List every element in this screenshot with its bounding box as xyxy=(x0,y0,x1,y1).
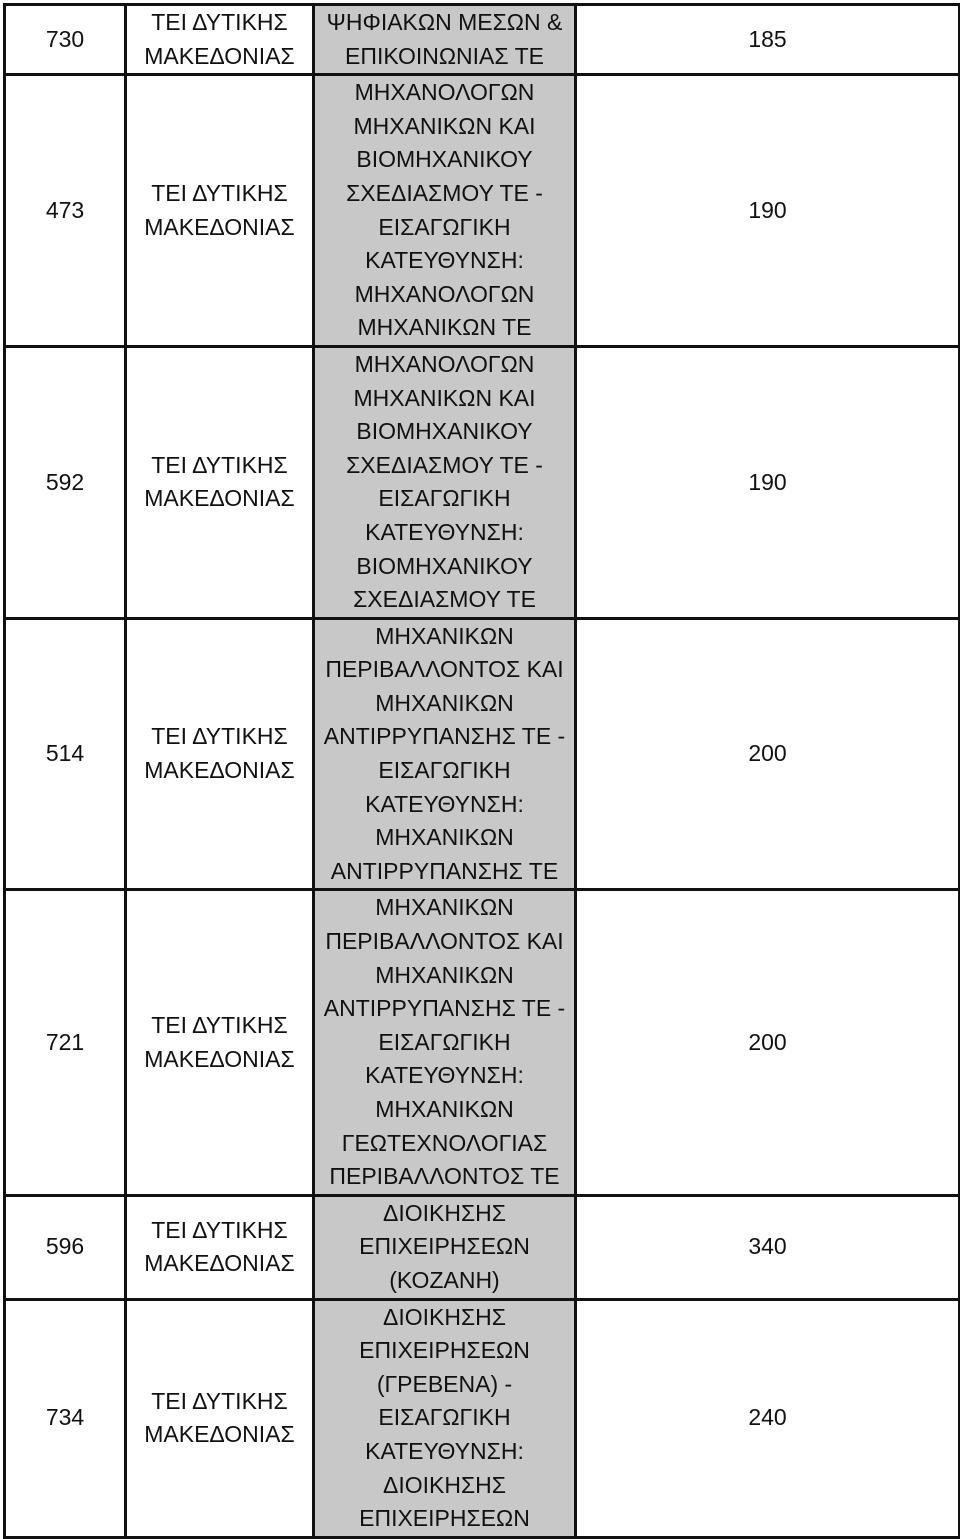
table-row xyxy=(5,75,960,347)
department-line: ΜΗΧΑΝΙΚΩΝ ΤΕ xyxy=(357,314,532,341)
department-line: (ΓΡΕΒΕΝΑ) - xyxy=(376,1370,513,1397)
department-cell xyxy=(314,618,576,890)
department-cell xyxy=(314,890,576,1195)
institution-line: ΜΑΚΕΔΟΝΙΑΣ xyxy=(144,485,295,512)
institution-line: ΜΑΚΕΔΟΝΙΑΣ xyxy=(144,1421,295,1448)
department-line: ΑΝΤΙΡΡΥΠΑΝΣΗΣ ΤΕ - xyxy=(323,723,566,750)
institution-line: ΤΕΙ ΔΥΤΙΚΗΣ xyxy=(151,1012,288,1039)
institution-cell xyxy=(126,618,314,890)
department-cell xyxy=(314,75,576,347)
institution-line: ΜΑΚΕΔΟΝΙΑΣ xyxy=(144,213,295,240)
institution-cell xyxy=(126,346,314,618)
department-line: ΚΑΤΕΥΘΥΝΣΗ: xyxy=(365,518,524,545)
department-line: ΒΙΟΜΗΧΑΝΙΚΟΥ xyxy=(356,418,533,445)
institution-line: ΤΕΙ ΔΥΤΙΚΗΣ xyxy=(151,179,288,206)
institution-line: ΤΕΙ ΔΥΤΙΚΗΣ xyxy=(151,723,288,750)
department-line: (ΚΟΖΑΝΗ) xyxy=(389,1266,500,1293)
program-code-cell: 514 xyxy=(5,618,126,890)
department-line: ΣΧΕΔΙΑΣΜΟΥ ΤΕ - xyxy=(346,451,543,478)
program-code-cell: 473 xyxy=(5,75,126,347)
department-line: ΚΑΤΕΥΘΥΝΣΗ: xyxy=(365,1437,524,1464)
department-line: ΨΗΦΙΑΚΩΝ ΜΕΣΩΝ & xyxy=(326,9,563,35)
department-line: ΒΙΟΜΗΧΑΝΙΚΟΥ xyxy=(356,146,533,173)
department-line: ΕΙΣΑΓΩΓΙΚΗ xyxy=(378,213,511,240)
department-line: ΜΗΧΑΝΟΛΟΓΩΝ xyxy=(354,79,535,106)
institution-line: ΜΑΚΕΔΟΝΙΑΣ xyxy=(144,757,295,784)
score-cell: 240 xyxy=(576,1299,960,1537)
score-cell: 185 xyxy=(576,5,960,75)
score-cell: 200 xyxy=(576,890,960,1195)
department-cell xyxy=(314,1195,576,1299)
programs-table xyxy=(3,3,960,1539)
score-cell: 190 xyxy=(576,346,960,618)
program-code-cell: 721 xyxy=(5,890,126,1195)
department-line: ΜΗΧΑΝΙΚΩΝ xyxy=(375,824,514,851)
department-line: ΕΙΣΑΓΩΓΙΚΗ xyxy=(378,485,511,512)
institution-cell xyxy=(126,890,314,1195)
department-line: ΜΗΧΑΝΙΚΩΝ ΚΑΙ xyxy=(353,384,536,411)
department-line: ΜΗΧΑΝΙΚΩΝ xyxy=(375,894,514,921)
department-line: ΜΗΧΑΝΙΚΩΝ xyxy=(375,1096,514,1122)
department-line: ΔΙΟΙΚΗΣΗΣ xyxy=(382,1471,507,1498)
department-cell xyxy=(314,1299,576,1537)
department-line: ΓΕΩΤΕΧΝΟΛΟΓΙΑΣ xyxy=(341,1129,548,1156)
institution-line: ΤΕΙ ΔΥΤΙΚΗΣ xyxy=(151,1216,288,1243)
score-cell: 340 xyxy=(576,1195,960,1299)
department-line: ΚΑΤΕΥΘΥΝΣΗ: xyxy=(365,1062,524,1089)
department-line: ΑΝΤΙΡΡΥΠΑΝΣΗΣ ΤΕ xyxy=(330,857,559,884)
table-body xyxy=(5,5,960,1538)
department-cell xyxy=(314,5,576,75)
department-line: ΕΠΙΧΕΙΡΗΣΕΩΝ xyxy=(359,1505,530,1532)
institution-cell xyxy=(126,1195,314,1299)
department-line: ΚΑΤΕΥΘΥΝΣΗ: xyxy=(365,790,524,817)
department-line: ΜΗΧΑΝΙΚΩΝ xyxy=(375,961,514,988)
table-row xyxy=(5,346,960,618)
table-row xyxy=(5,890,960,1195)
program-code-cell: 734 xyxy=(5,1299,126,1537)
program-code-cell: 592 xyxy=(5,346,126,618)
department-line: ΠΕΡΙΒΑΛΛΟΝΤΟΣ ΚΑΙ xyxy=(325,928,564,955)
department-line: ΕΙΣΑΓΩΓΙΚΗ xyxy=(378,1404,511,1431)
table-row xyxy=(5,5,960,75)
department-line: ΕΠΙΚΟΙΝΩΝΙΑΣ ΤΕ xyxy=(345,42,544,69)
institution-line: ΤΕΙ ΔΥΤΙΚΗΣ xyxy=(151,451,288,478)
department-line: ΕΠΙΧΕΙΡΗΣΕΩΝ xyxy=(359,1337,530,1364)
department-line: ΜΗΧΑΝΟΛΟΓΩΝ xyxy=(354,350,535,377)
institution-cell xyxy=(126,5,314,75)
department-line: ΔΙΟΙΚΗΣΗΣ xyxy=(382,1303,507,1330)
department-line: ΜΗΧΑΝΙΚΩΝ xyxy=(375,622,514,649)
department-line: ΜΗΧΑΝΟΛΟΓΩΝ xyxy=(354,280,535,307)
table-row xyxy=(5,618,960,890)
institution-line: ΤΕΙ ΔΥΤΙΚΗΣ xyxy=(151,1387,288,1414)
department-line: ΣΧΕΔΙΑΣΜΟΥ ΤΕ - xyxy=(346,179,543,206)
department-line: ΠΕΡΙΒΑΛΛΟΝΤΟΣ ΤΕ xyxy=(329,1163,560,1190)
department-line: ΕΠΙΧΕΙΡΗΣΕΩΝ xyxy=(359,1233,530,1260)
score-cell: 190 xyxy=(576,75,960,347)
department-line: ΜΗΧΑΝΙΚΩΝ xyxy=(375,689,514,716)
department-line: ΔΙΟΙΚΗΣΗΣ xyxy=(382,1199,507,1226)
table-row xyxy=(5,1299,960,1537)
program-code-cell: 730 xyxy=(5,5,126,75)
department-line: ΣΧΕΔΙΑΣΜΟΥ ΤΕ xyxy=(353,586,536,613)
table-row xyxy=(5,1195,960,1299)
department-line: ΕΙΣΑΓΩΓΙΚΗ xyxy=(378,1028,511,1055)
department-cell xyxy=(314,346,576,618)
score-cell: 200 xyxy=(576,618,960,890)
department-line: ΑΝΤΙΡΡΥΠΑΝΣΗΣ ΤΕ - xyxy=(323,995,566,1022)
institution-cell xyxy=(126,1299,314,1537)
department-line: ΠΕΡΙΒΑΛΛΟΝΤΟΣ ΚΑΙ xyxy=(325,656,564,683)
department-line: ΕΙΣΑΓΩΓΙΚΗ xyxy=(378,757,511,784)
program-code-cell: 596 xyxy=(5,1195,126,1299)
institution-line: ΜΑΚΕΔΟΝΙΑΣ xyxy=(144,42,295,69)
institution-line: ΤΕΙ ΔΥΤΙΚΗΣ xyxy=(151,9,288,35)
department-line: ΚΑΤΕΥΘΥΝΣΗ: xyxy=(365,247,524,274)
institution-line: ΜΑΚΕΔΟΝΙΑΣ xyxy=(144,1250,295,1277)
institution-cell xyxy=(126,75,314,347)
department-line: ΒΙΟΜΗΧΑΝΙΚΟΥ xyxy=(356,552,533,579)
department-line: ΜΗΧΑΝΙΚΩΝ ΚΑΙ xyxy=(353,112,536,139)
institution-line: ΜΑΚΕΔΟΝΙΑΣ xyxy=(144,1045,295,1072)
